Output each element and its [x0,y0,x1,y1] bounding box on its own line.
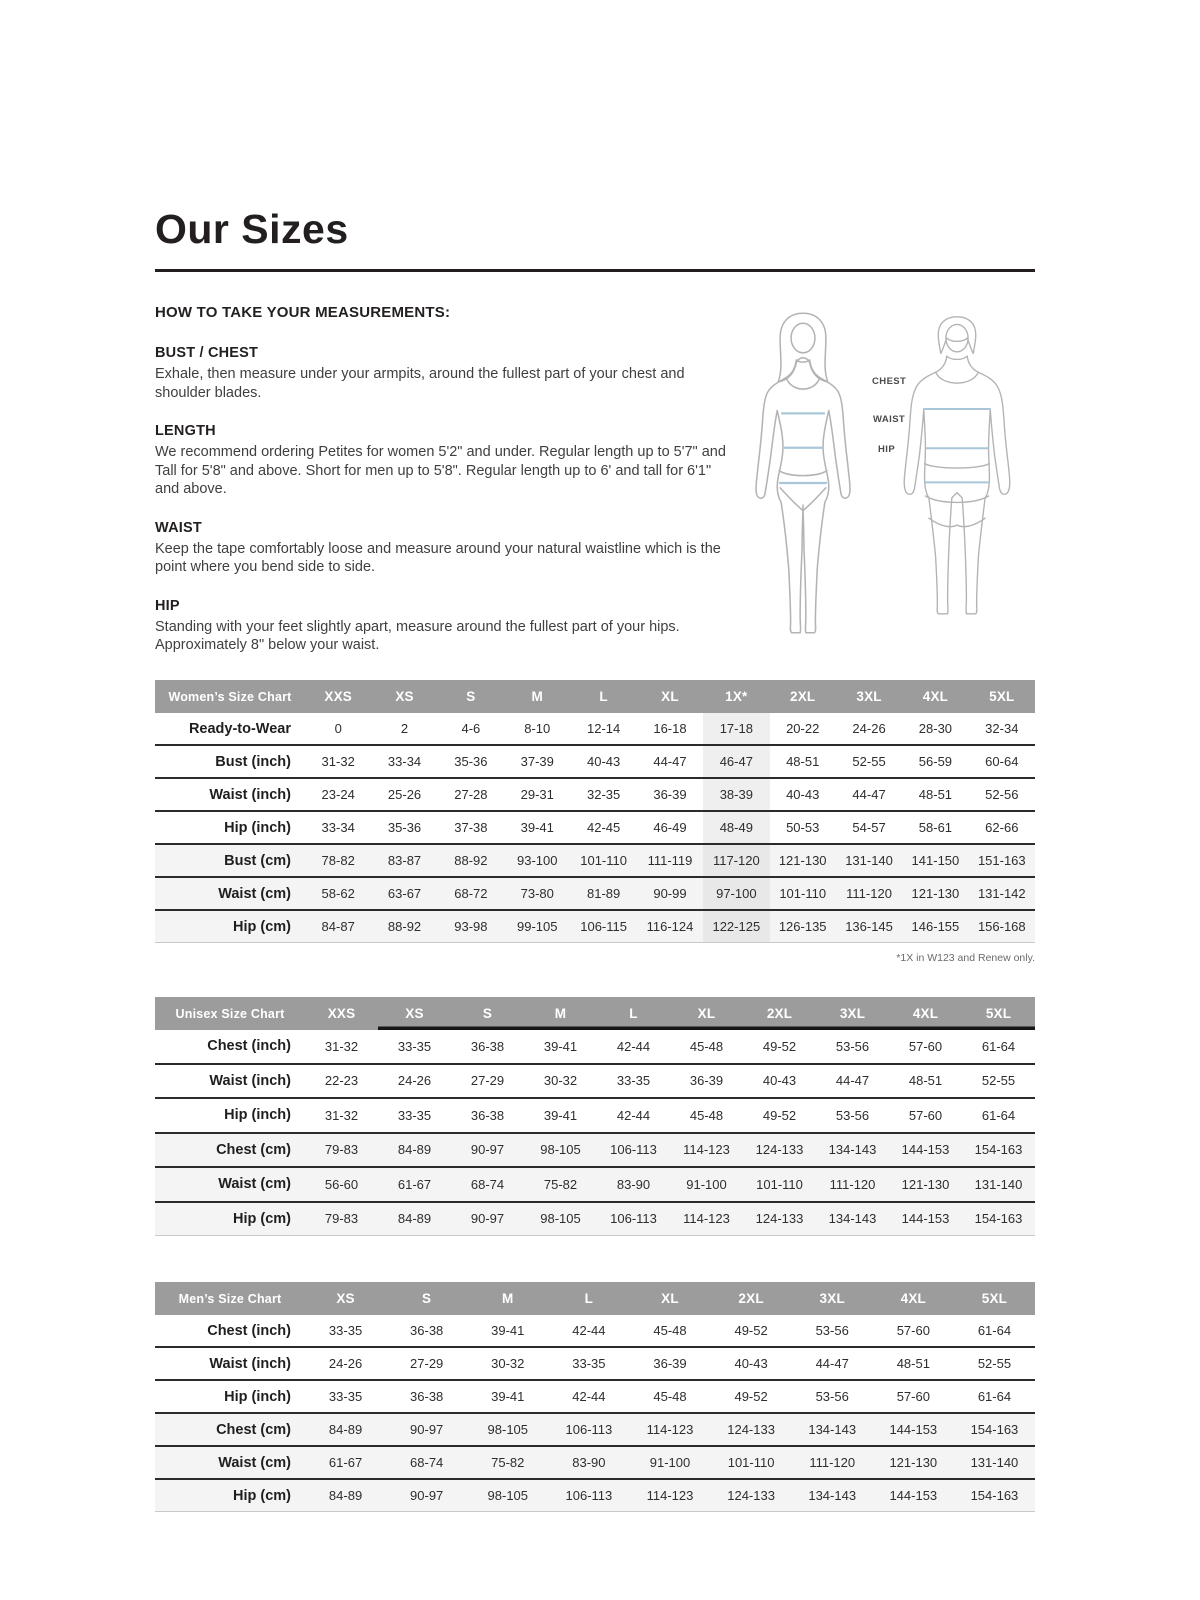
size-cell: 20-22 [786,721,820,736]
size-cell: 68-74 [386,1446,467,1479]
size-cell: 36-38 [470,1038,505,1054]
column-header-xl: XL [637,680,703,713]
size-cell: 111-120 [816,1167,889,1202]
size-cell: 16-18 [653,721,687,736]
size-cell: 93-100 [504,844,570,877]
size-cell: 131-142 [969,877,1035,910]
header-row [155,1282,1035,1315]
mens-size-chart [155,1282,1035,1512]
size-cell: 54-57 [852,820,886,835]
size-cell: 36-38 [410,1323,444,1338]
size-cell: 121-130 [873,1446,954,1479]
row-label: Waist (cm) [155,877,305,910]
size-cell: 154-163 [954,1413,1035,1446]
column-header-l: L [570,680,636,713]
size-cell: 63-67 [371,877,437,910]
row-label: Ready-to-Wear [188,720,291,737]
column-header-xs: XS [378,997,451,1030]
column-header-4xl: 4XL [873,1282,954,1315]
row-label: Waist (inch) [209,1072,291,1089]
title-divider [155,269,1035,272]
size-cell: 23-24 [321,787,355,802]
size-cell: 84-89 [378,1202,451,1236]
column-header-4xl: 4XL [902,680,968,713]
column-header-3xl: 3XL [836,680,902,713]
size-cell: 97-100 [703,877,769,910]
column-header-s: S [438,680,504,713]
size-cell: 101-110 [770,877,836,910]
size-cell: 75-82 [467,1446,548,1479]
size-cell: 90-97 [451,1133,524,1168]
row-label: Hip (inch) [224,1107,291,1124]
size-cell: 122-125 [703,910,769,943]
row-label: Hip (cm) [155,910,305,943]
size-cell: 33-35 [397,1038,432,1054]
row-label: Hip (inch) [224,819,291,836]
measurement-section [155,520,739,577]
column-header-m: M [524,997,597,1030]
size-cell: 42-44 [616,1038,651,1054]
page-title: Our Sizes [155,206,349,252]
size-cell: 49-52 [762,1107,797,1123]
table-row [155,1202,1035,1236]
size-cell: 73-80 [504,877,570,910]
size-cell: 144-153 [873,1413,954,1446]
size-cell: 68-74 [451,1167,524,1202]
size-cell: 61-67 [305,1446,386,1479]
table-row [155,778,1035,811]
size-cell: 61-64 [977,1389,1012,1404]
measurement-section-text: We recommend ordering Petites for women 5'2" and under. Regular length up to 5'7" and Tall for 5'8" and above. Short for men up to 5'8". Regular length up to 6' and tall for 6'1" and above. [155,444,726,498]
size-cell: 42-45 [586,820,621,835]
size-cell: 68-72 [438,877,504,910]
row-label: Waist (cm) [155,1446,305,1479]
column-header-xl: XL [629,1282,710,1315]
size-cell: 114-123 [670,1133,743,1168]
size-cell: 40-43 [786,787,820,802]
size-cell: 124-133 [743,1202,816,1236]
size-cell: 39-41 [491,1323,525,1338]
measurement-section-text: Exhale, then measure under your armpits, around the fullest part of your chest and shoulder blades. [155,366,685,401]
column-header-xxs: XXS [305,997,378,1030]
size-cell: 39-41 [543,1107,578,1123]
figure-label-chest: CHEST [872,376,907,387]
size-cell: 33-34 [387,754,422,769]
size-cell: 33-34 [321,820,355,835]
table-row [155,745,1035,778]
size-cell: 44-47 [835,1073,870,1089]
measurement-intro-row [155,302,1035,674]
column-header-xs: XS [305,1282,386,1315]
size-cell: 37-39 [520,754,554,769]
size-cell: 42-44 [572,1323,606,1338]
size-cell: 52-55 [977,1356,1012,1371]
size-cell: 136-145 [836,910,902,943]
size-cell: 124-133 [711,1413,792,1446]
size-cell: 8-10 [524,721,551,736]
size-cell: 134-143 [792,1479,873,1512]
size-cell: 99-105 [504,910,570,943]
size-cell: 48-49 [703,811,769,844]
size-cell: 98-105 [467,1413,548,1446]
size-cell: 52-55 [981,1073,1016,1089]
size-cell: 83-87 [371,844,437,877]
unisex-size-table [155,997,1035,1236]
size-cell: 42-44 [572,1389,606,1404]
size-cell: 84-87 [305,910,371,943]
size-cell: 45-48 [653,1323,687,1338]
size-cell: 154-163 [962,1133,1035,1168]
size-cell: 57-60 [896,1389,930,1404]
size-cell: 101-110 [570,844,636,877]
measurement-section-text: Keep the tape comfortably loose and measure around your natural waistline which is the point where you bend side to side. [155,540,721,576]
figure-label-hip: HIP [878,444,896,455]
row-label: Hip (cm) [155,1202,305,1236]
size-cell: 58-62 [305,877,371,910]
size-cell: 37-38 [454,820,488,835]
size-cell: 151-163 [969,844,1035,877]
size-cell: 84-89 [305,1479,386,1512]
size-cell: 84-89 [378,1133,451,1168]
size-cell: 28-30 [918,721,953,736]
table-row [155,877,1035,910]
size-cell: 79-83 [305,1202,378,1236]
size-cell: 62-66 [985,820,1019,835]
column-header-3xl: 3XL [816,997,889,1030]
row-label: Waist (inch) [209,786,291,803]
size-cell: 61-64 [981,1107,1016,1123]
size-cell: 88-92 [371,910,437,943]
size-cell: 32-35 [586,787,621,802]
table-row [155,910,1035,943]
size-cell: 61-64 [977,1323,1012,1338]
size-cell: 48-51 [896,1356,930,1371]
table-row [155,1479,1035,1512]
size-cell: 106-113 [548,1479,629,1512]
size-cell: 111-120 [836,877,902,910]
column-header-1x: 1X* [703,680,769,713]
size-cell: 114-123 [629,1413,710,1446]
size-cell: 93-98 [438,910,504,943]
size-cell: 36-39 [689,1073,724,1089]
size-cell: 114-123 [670,1202,743,1236]
size-cell: 36-38 [410,1389,444,1404]
table-footnote: *1X in W123 and Renew only. [896,952,1035,964]
size-cell: 33-35 [397,1107,432,1123]
size-cell: 53-56 [815,1389,849,1404]
column-header-m: M [467,1282,548,1315]
size-cell: 53-56 [835,1038,870,1054]
row-label: Chest (cm) [155,1413,305,1446]
size-cell: 35-36 [387,820,422,835]
size-cell: 40-43 [734,1356,768,1371]
size-cell: 111-119 [637,844,703,877]
row-label: Hip (cm) [155,1479,305,1512]
mens-size-table [155,1282,1035,1512]
size-cell: 88-92 [438,844,504,877]
size-cell: 45-48 [653,1389,687,1404]
body-measurement-figures [739,288,1035,650]
size-cell: 27-29 [410,1356,444,1371]
size-cell: 33-35 [616,1073,651,1089]
row-label: Bust (inch) [215,753,291,770]
size-cell: 52-56 [985,787,1019,802]
size-cell: 40-43 [586,754,621,769]
size-cell: 106-113 [597,1133,670,1168]
size-cell: 124-133 [743,1133,816,1168]
size-cell: 49-52 [734,1389,768,1404]
size-cell: 101-110 [711,1446,792,1479]
column-header-xl: XL [670,997,743,1030]
size-cell: 48-51 [918,787,953,802]
measurement-section [155,345,739,402]
size-cell: 45-48 [689,1107,724,1123]
table-row [155,1413,1035,1446]
table-row [155,1098,1035,1133]
size-cell: 114-123 [629,1479,710,1512]
measurement-section-text: Standing with your feet slightly apart, measure around the fullest part of your hips. Approximately 8" below your waist. [155,618,680,654]
row-label: Waist (cm) [155,1167,305,1202]
header-row [155,997,1035,1030]
measurement-section [155,423,739,499]
size-cell: 2 [400,721,409,736]
unisex-size-chart [155,997,1035,1236]
column-header-5xl: 5XL [962,997,1035,1030]
size-cell: 48-51 [786,754,820,769]
column-header-m: M [504,680,570,713]
size-cell: 91-100 [670,1167,743,1202]
column-header-s: S [451,997,524,1030]
size-cell: 40-43 [762,1073,797,1089]
column-header-s: S [386,1282,467,1315]
column-header-3xl: 3XL [792,1282,873,1315]
size-cell: 84-89 [305,1413,386,1446]
measurement-section-heading: BUST / CHEST [155,345,259,361]
size-cell: 39-41 [543,1038,578,1054]
size-cell: 56-59 [918,754,953,769]
size-cell: 116-124 [637,910,703,943]
size-cell: 31-32 [324,1038,359,1054]
size-cell: 53-56 [815,1323,849,1338]
size-cell: 56-60 [305,1167,378,1202]
size-cell: 24-26 [397,1073,432,1089]
size-cell: 33-35 [328,1323,363,1338]
column-header-2xl: 2XL [743,997,816,1030]
table-row [155,1030,1035,1064]
size-cell: 134-143 [816,1202,889,1236]
header-row [155,680,1035,713]
measurement-section [155,598,739,655]
row-label: Waist (inch) [209,1355,291,1372]
size-cell: 27-29 [470,1073,505,1089]
row-label: Chest (cm) [155,1133,305,1168]
table-row [155,811,1035,844]
size-cell: 146-155 [902,910,968,943]
size-cell: 24-26 [328,1356,363,1371]
table-row [155,1380,1035,1413]
size-cell: 90-97 [386,1479,467,1512]
size-cell: 98-105 [524,1202,597,1236]
column-header-5xl: 5XL [969,680,1035,713]
size-cell: 134-143 [792,1413,873,1446]
table-row [155,844,1035,877]
size-cell: 30-32 [543,1073,578,1089]
size-cell: 144-153 [889,1133,962,1168]
row-label: Chest (inch) [207,1322,291,1339]
womens-size-table [155,680,1035,943]
table-row [155,713,1035,745]
size-cell: 35-36 [454,754,488,769]
size-cell: 83-90 [597,1167,670,1202]
table-title: Women’s Size Chart [155,680,305,713]
size-cell: 57-60 [896,1323,930,1338]
size-cell: 36-39 [653,1356,687,1371]
size-cell: 44-47 [653,754,687,769]
size-cell: 131-140 [954,1446,1035,1479]
column-header-l: L [548,1282,629,1315]
size-cell: 49-52 [762,1038,797,1054]
size-cell: 141-150 [902,844,968,877]
size-cell: 44-47 [815,1356,849,1371]
size-cell: 32-34 [985,721,1019,736]
table-row [155,1064,1035,1099]
table-row [155,1133,1035,1168]
size-cell: 121-130 [770,844,836,877]
measurement-sections [155,345,739,655]
size-cell: 121-130 [902,877,968,910]
size-cell: 31-32 [324,1107,359,1123]
size-cell: 98-105 [524,1133,597,1168]
size-cell: 46-47 [703,745,769,778]
size-cell: 27-28 [454,787,488,802]
table-title: Unisex Size Chart [155,997,305,1030]
column-header-xxs: XXS [305,680,371,713]
male-figure-icon [893,288,1021,646]
size-cell: 39-41 [491,1389,525,1404]
size-cell: 33-35 [328,1389,363,1404]
size-cell: 36-38 [470,1107,505,1123]
measurement-section-heading: WAIST [155,519,202,536]
size-cell: 25-26 [387,787,422,802]
size-cell: 49-52 [734,1323,768,1338]
size-cell: 90-97 [386,1413,467,1446]
size-cell: 60-64 [985,754,1019,769]
row-label: Chest (inch) [207,1038,291,1055]
size-cell: 36-39 [653,787,687,802]
size-cell: 45-48 [689,1038,724,1054]
column-header-2xl: 2XL [711,1282,792,1315]
size-cell: 57-60 [908,1038,943,1054]
size-cell: 131-140 [962,1167,1035,1202]
row-label: Bust (cm) [155,844,305,877]
instructions-heading: HOW TO TAKE YOUR MEASUREMENTS: [155,304,451,321]
size-cell: 44-47 [852,787,886,802]
size-cell: 48-51 [908,1073,943,1089]
size-cell: 52-55 [852,754,886,769]
size-cell: 22-23 [324,1073,359,1089]
size-cell: 33-35 [572,1356,606,1371]
size-cell: 117-120 [703,844,769,877]
size-cell: 57-60 [908,1107,943,1123]
size-cell: 38-39 [703,778,769,811]
size-cell: 144-153 [873,1479,954,1512]
size-cell: 79-83 [305,1133,378,1168]
measurement-section-heading: HIP [155,597,180,614]
size-cell: 154-163 [962,1202,1035,1236]
size-cell: 134-143 [816,1133,889,1168]
table-row [155,1446,1035,1479]
size-cell: 24-26 [852,721,886,736]
size-cell: 156-168 [969,910,1035,943]
table-title: Men’s Size Chart [155,1282,305,1315]
size-cell: 111-120 [792,1446,873,1479]
table-row [155,1167,1035,1202]
size-cell: 101-110 [743,1167,816,1202]
size-cell: 90-99 [637,877,703,910]
size-cell: 144-153 [889,1202,962,1236]
size-cell: 78-82 [305,844,371,877]
table-row [155,1315,1035,1347]
size-cell: 83-90 [548,1446,629,1479]
size-cell: 91-100 [629,1446,710,1479]
size-cell: 90-97 [451,1202,524,1236]
measurement-section-heading: LENGTH [155,423,216,440]
table-row [155,1347,1035,1380]
size-cell: 30-32 [491,1356,525,1371]
column-header-5xl: 5XL [954,1282,1035,1315]
size-cell: 61-67 [378,1167,451,1202]
size-cell: 98-105 [467,1479,548,1512]
size-cell: 29-31 [520,787,554,802]
size-cell: 81-89 [570,877,636,910]
size-cell: 124-133 [711,1479,792,1512]
size-cell: 17-18 [703,713,769,745]
size-cell: 61-64 [981,1038,1016,1054]
size-cell: 106-115 [570,910,636,943]
size-cell: 106-113 [548,1413,629,1446]
size-cell: 154-163 [954,1479,1035,1512]
size-cell: 53-56 [835,1107,870,1123]
womens-size-chart [155,680,1035,964]
size-cell: 39-41 [520,820,554,835]
size-cell: 46-49 [653,820,687,835]
row-label: Hip (inch) [224,1388,291,1405]
column-header-2xl: 2XL [770,680,836,713]
size-cell: 126-135 [770,910,836,943]
size-cell: 121-130 [889,1167,962,1202]
measurement-instructions [155,302,739,655]
size-cell: 0 [334,721,342,736]
size-cell: 12-14 [586,721,621,736]
size-cell: 131-140 [836,844,902,877]
size-cell: 75-82 [524,1167,597,1202]
size-cell: 31-32 [321,754,355,769]
size-cell: 4-6 [461,721,481,736]
female-figure-icon [741,302,865,644]
size-cell: 50-53 [786,820,820,835]
size-cell: 42-44 [616,1107,651,1123]
size-cell: 106-113 [597,1202,670,1236]
column-header-4xl: 4XL [889,997,962,1030]
size-cell: 58-61 [918,820,953,835]
column-header-xs: XS [371,680,437,713]
figure-label-waist: WAIST [873,414,906,425]
column-header-l: L [597,997,670,1030]
